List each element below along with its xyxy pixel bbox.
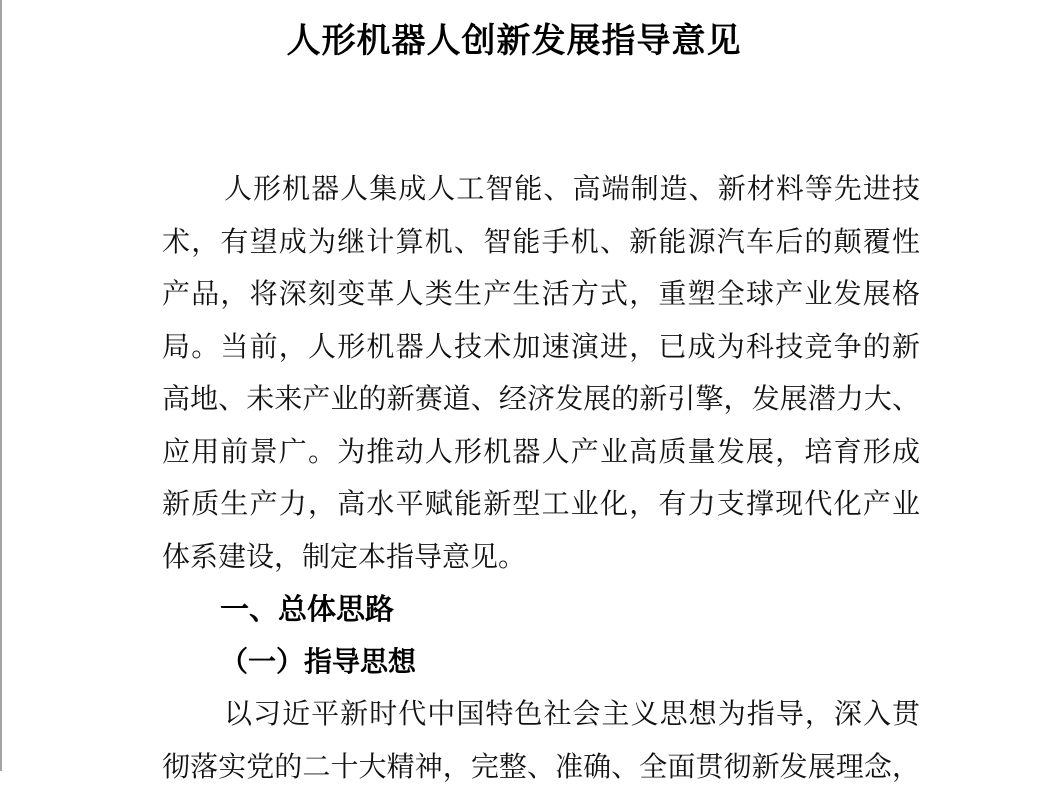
text-line: 新质生产力，高水平赋能新型工业化，有力支撑现代化产业 <box>162 489 920 520</box>
section-heading: （一）指导思想 <box>220 646 417 678</box>
text-line: 局。当前，人形机器人技术加速演进，已成为科技竞争的新 <box>162 331 920 363</box>
text-line: 产品，将深刻变革人类生产生活方式，重塑全球产业发展格 <box>162 279 920 310</box>
text-line: 人形机器人集成人工智能、高端制造、新材料等先进技 <box>224 174 920 205</box>
section-heading: 一、总体思路 <box>220 594 395 626</box>
document-title: 人形机器人创新发展指导意见 <box>286 23 742 60</box>
text-line: 术，有望成为继计算机、智能手机、新能源汽车后的颠覆性 <box>162 226 920 258</box>
text-line: 高地、未来产业的新赛道、经济发展的新引擎，发展潜力大、 <box>162 384 920 415</box>
title-container <box>108 22 920 62</box>
text-line: 彻落实党的二十大精神，完整、准确、全面贯彻新发展理念， <box>162 751 920 783</box>
text-line: 以习近平新时代中国特色社会主义思想为指导，深入贯 <box>224 699 920 730</box>
document-lines <box>162 164 920 791</box>
text-line: 体系建设，制定本指导意见。 <box>162 541 527 573</box>
text-line: 应用前景广。为推动人形机器人产业高质量发展，培育形成 <box>162 436 920 468</box>
page-edge-line <box>0 0 2 771</box>
